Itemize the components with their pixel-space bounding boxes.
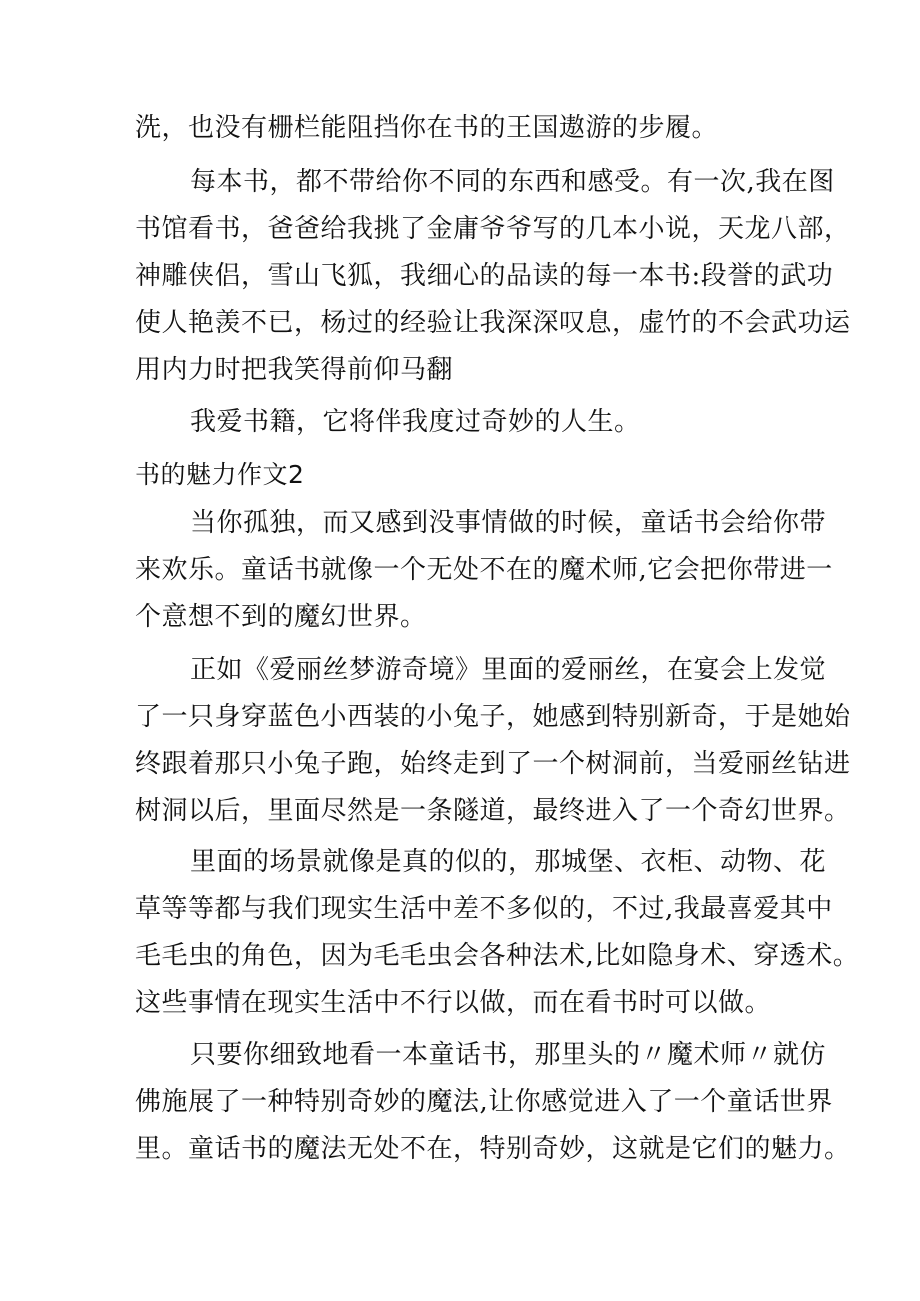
paragraph-first-line: 我爱书籍，它将伴我度过奇妙的人生。 — [190, 407, 641, 437]
text-line: 使人艳羡不已，杨过的经验让我深深叹息，虚竹的不会武功运 — [135, 308, 851, 338]
text-line: 里。童话书的魔法无处不在，特别奇妙，这就是它们的魅力。 — [135, 1134, 851, 1164]
text-line: 草等等都与我们现实生活中差不多似的，不过,我最喜爱其中 — [135, 894, 833, 924]
text-line: 了一只身穿蓝色小西装的小兔子，她感到特别新奇，于是她始 — [135, 702, 851, 732]
text-line: 佛施展了一种特别奇妙的魔法,让你感觉进入了一个童话世界 — [135, 1087, 833, 1117]
paragraph-first-line: 当你孤独，而又感到没事情做的时候，童话书会给你带 — [190, 508, 827, 538]
text-line: 书馆看书，爸爸给我挑了金庸爷爷写的几本小说，天龙八部， — [135, 214, 851, 244]
text-line: 洗，也没有栅栏能阻挡你在书的王国遨游的步履。 — [135, 113, 719, 143]
paragraph-first-line: 每本书，都不带给你不同的东西和感受。有一次,我在图 — [190, 167, 835, 197]
text-line: 用内力时把我笑得前仰马翻 — [135, 355, 454, 385]
text-line: 终跟着那只小兔子跑，始终走到了一个树洞前，当爱丽丝钻进 — [135, 749, 851, 779]
text-line: 这些事情在现实生活中不行以做，而在看书时可以做。 — [135, 988, 772, 1018]
text-line: 树洞以后，里面尽然是一条隧道，最终进入了一个奇幻世界。 — [135, 796, 851, 826]
text-line: 毛毛虫的角色，因为毛毛虫会各种法术,比如隐身术、穿透术。 — [135, 941, 860, 971]
text-line: 个意想不到的魔幻世界。 — [135, 602, 427, 632]
paragraph-first-line: 正如《爱丽丝梦游奇境》里面的爱丽丝，在宴会上发觉 — [190, 655, 827, 685]
paragraph-first-line: 只要你细致地看一本童话书，那里头的〃魔术师〃就仿 — [190, 1040, 827, 1070]
text-line: 神雕侠侣，雪山飞狐，我细心的品读的每一本书:段誉的武功 — [135, 261, 834, 291]
section-heading: 书的魅力作文2 — [135, 460, 305, 489]
text-line: 来欢乐。童话书就像一个无处不在的魔术师,它会把你带进一 — [135, 555, 833, 585]
paragraph-first-line: 里面的场景就像是真的似的，那城堡、衣柜、动物、花 — [190, 847, 827, 877]
